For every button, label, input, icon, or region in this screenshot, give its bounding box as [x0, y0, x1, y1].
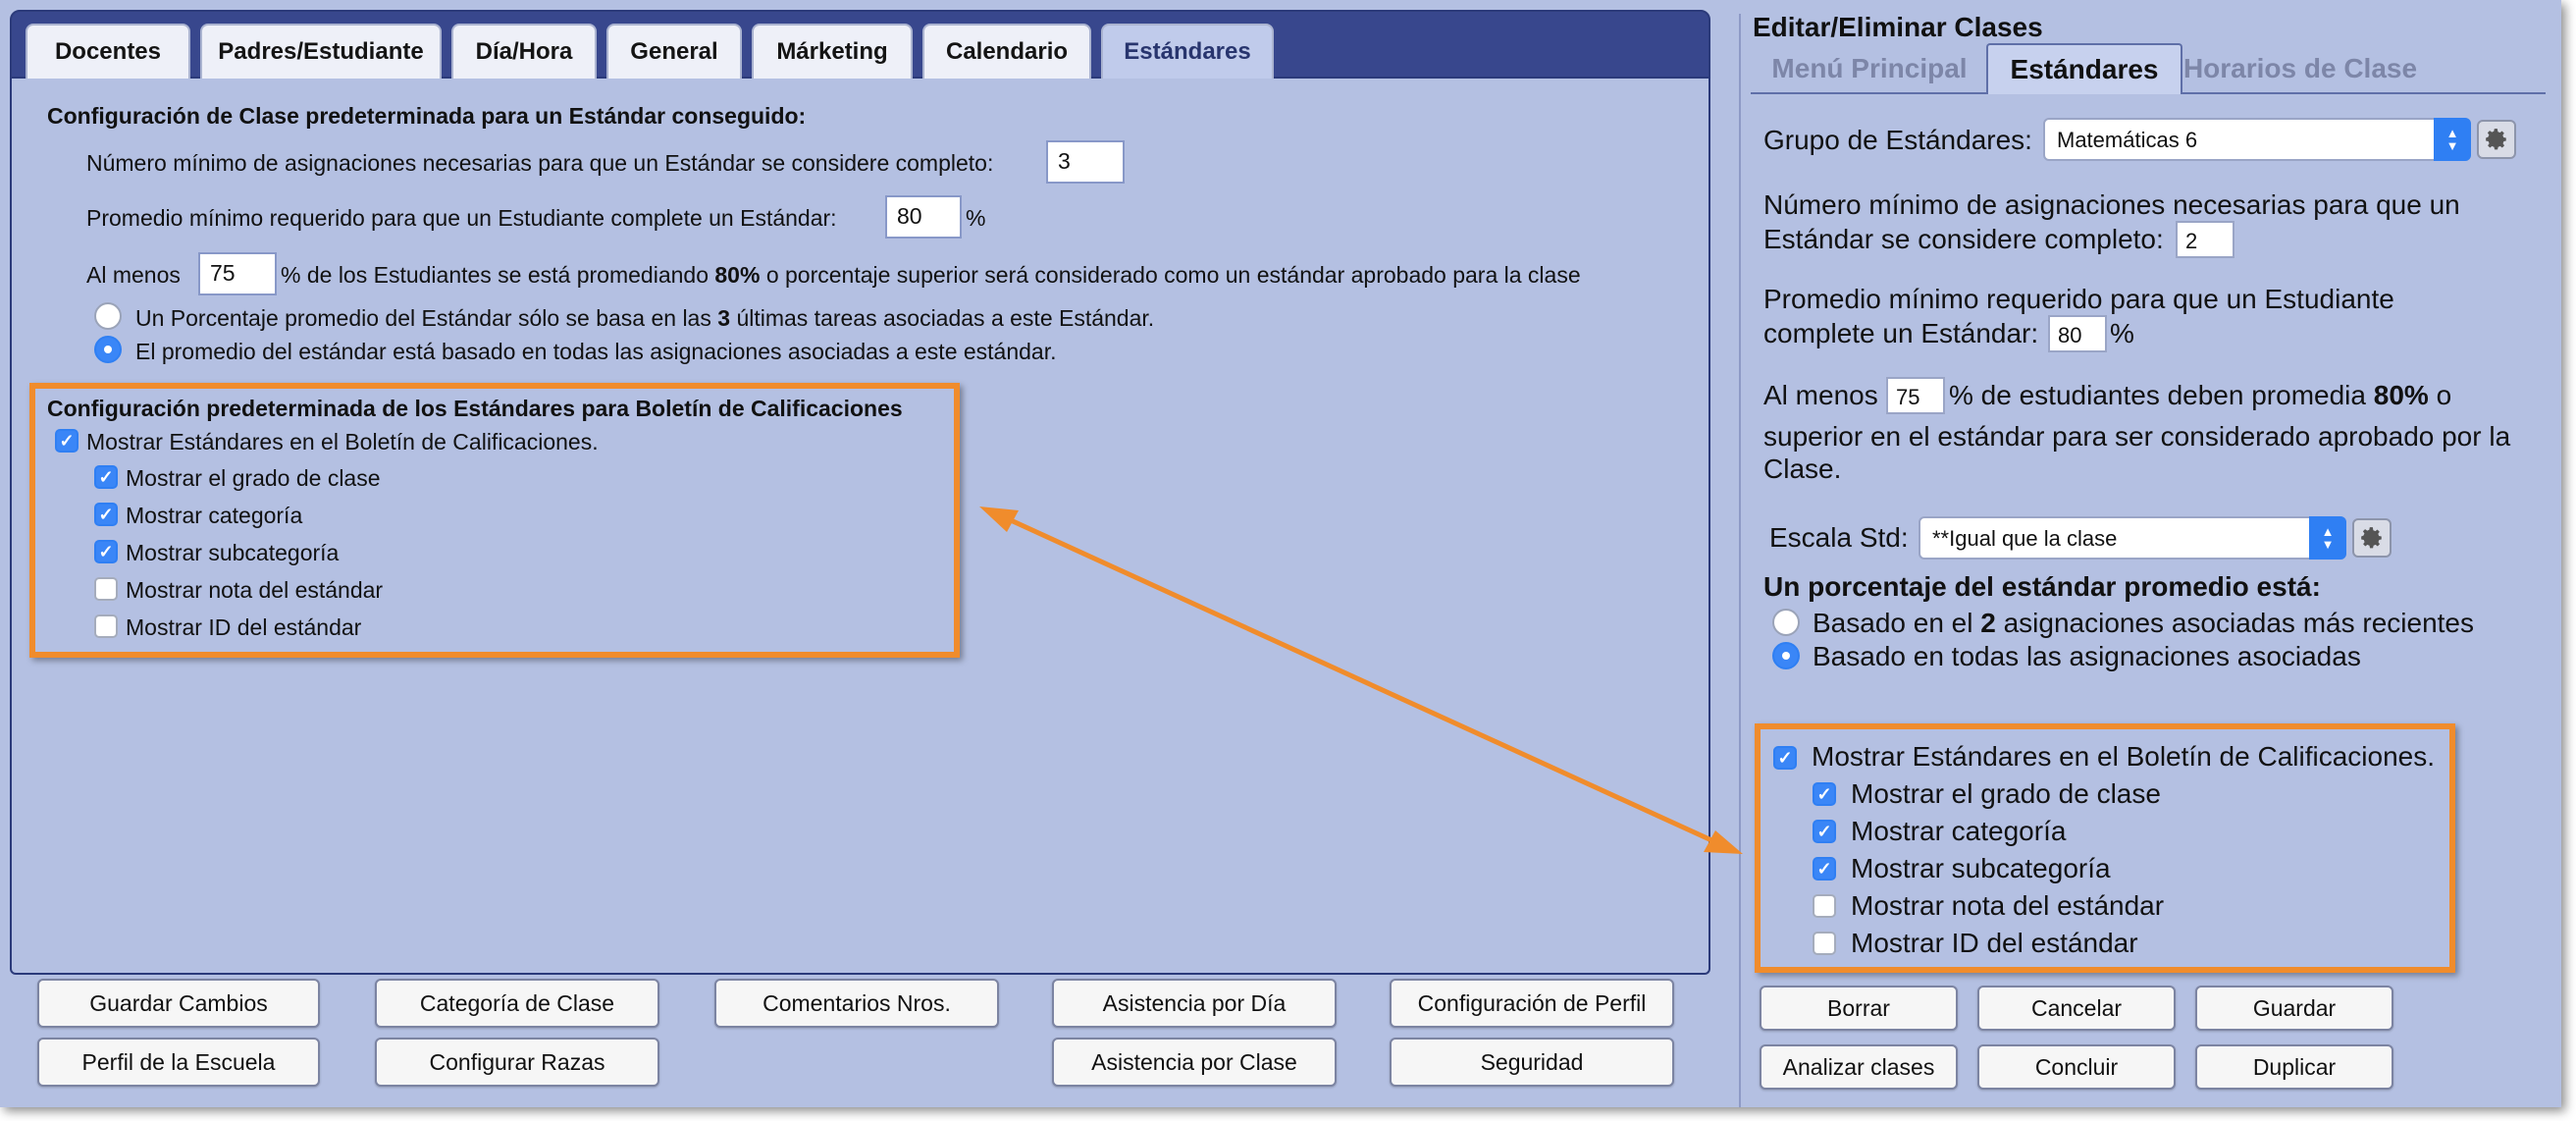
tab-class-schedules[interactable]: Horarios de Clase: [2182, 53, 2418, 83]
show-standards-label: Mostrar Estándares en el Boletín de Calificaciones.: [86, 429, 599, 454]
show-standard-note-label: Mostrar nota del estándar: [126, 577, 384, 603]
school-profile-button[interactable]: Perfil de la Escuela: [37, 1038, 320, 1087]
standards-group-label: Grupo de Estándares:: [1763, 125, 2032, 155]
attendance-by-day-button[interactable]: Asistencia por Día: [1052, 979, 1337, 1028]
tab-bar: [10, 10, 1710, 79]
at-least-suffix-text-2: o porcentaje superior será considerado como un estándar aprobado para la clase: [765, 262, 1581, 288]
show-standards-checkbox-right[interactable]: ✓: [1773, 746, 1797, 770]
radio-recent-right-count: 2: [1980, 608, 1996, 638]
avg-heading: Un porcentaje del estándar promedio está:: [1763, 571, 2321, 602]
at-least-line2: superior en el estándar para ser considerado aprobado por la: [1763, 421, 2511, 452]
show-class-grade-label: Mostrar el grado de clase: [126, 465, 381, 491]
show-class-grade-label-right: Mostrar el grado de clase: [1851, 778, 2161, 809]
radio-recent-right-prefix: Basado en el: [1813, 608, 1973, 638]
duplicate-button[interactable]: Duplicar: [2195, 1044, 2393, 1090]
attendance-by-class-button[interactable]: Asistencia por Clase: [1052, 1038, 1337, 1087]
show-class-grade-checkbox-right[interactable]: ✓: [1813, 782, 1836, 806]
min-avg-input[interactable]: 80: [2048, 315, 2107, 352]
delete-button[interactable]: Borrar: [1760, 986, 1958, 1031]
show-standard-note-checkbox[interactable]: [94, 577, 118, 601]
at-least-line3: Clase.: [1763, 454, 1842, 484]
radio-recent-suffix: últimas tareas asociadas a este Estándar.: [736, 305, 1155, 331]
radio-recent-label: [135, 305, 1154, 332]
gear-icon[interactable]: [2352, 518, 2392, 558]
tab-general[interactable]: General: [606, 24, 742, 79]
show-standard-note-label-right: Mostrar nota del estándar: [1851, 890, 2165, 921]
radio-recent-right-label: [1813, 608, 2474, 639]
tab-calendario[interactable]: Calendario: [922, 24, 1091, 79]
at-least-input[interactable]: 75: [198, 252, 277, 295]
show-standard-id-checkbox[interactable]: [94, 614, 118, 638]
radio-all-assignments[interactable]: [94, 336, 122, 363]
show-subcategory-checkbox[interactable]: ✓: [94, 540, 118, 563]
radio-recent-right-suffix: asignaciones asociadas más recientes: [2003, 608, 2474, 638]
conclude-button[interactable]: Concluir: [1977, 1044, 2176, 1090]
min-assign-input[interactable]: 2: [2176, 221, 2234, 258]
show-standard-id-label: Mostrar ID del estándar: [126, 614, 362, 640]
percent-sign: %: [966, 205, 986, 231]
at-least-label-right: Al menos: [1763, 380, 1878, 410]
min-assignments-input[interactable]: 3: [1046, 140, 1125, 184]
tab-marketing[interactable]: Márketing: [752, 24, 913, 79]
radio-recent-right[interactable]: [1772, 609, 1800, 636]
show-category-label: Mostrar categoría: [126, 503, 303, 528]
tab-estandares[interactable]: Estándares: [1101, 24, 1274, 79]
show-standards-checkbox[interactable]: ✓: [55, 429, 79, 453]
class-config-heading: Configuración de Clase predeterminada para un Estándar conseguido:: [47, 103, 807, 129]
select-arrows-icon: ▲ ▼: [2309, 516, 2346, 560]
radio-all-label: El promedio del estándar está basado en todas las asignaciones asociadas a este estándar.: [135, 339, 1057, 364]
scale-select[interactable]: [1919, 516, 2346, 560]
at-least-input-right[interactable]: 75: [1886, 377, 1945, 414]
show-subcategory-label: Mostrar subcategoría: [126, 540, 340, 565]
show-standard-id-label-right: Mostrar ID del estándar: [1851, 928, 2138, 958]
min-avg-percent: %: [2110, 318, 2134, 348]
cancel-button[interactable]: Cancelar: [1977, 986, 2176, 1031]
scale-label: Escala Std:: [1769, 522, 1909, 553]
show-category-label-right: Mostrar categoría: [1851, 816, 2067, 846]
min-average-input[interactable]: 80: [885, 195, 962, 239]
save-changes-button[interactable]: Guardar Cambios: [37, 979, 320, 1028]
at-least-suffix: [281, 262, 1581, 289]
show-standards-label-right: Mostrar Estándares en el Boletín de Calificaciones.: [1812, 741, 2435, 772]
show-subcategory-label-right: Mostrar subcategoría: [1851, 853, 2111, 883]
tab-main-menu[interactable]: Menú Principal: [1771, 53, 1968, 83]
show-category-checkbox-right[interactable]: ✓: [1813, 820, 1836, 843]
min-assign-label-line2: Estándar se considere completo:: [1763, 224, 2164, 254]
at-least-bold: 80%: [714, 262, 761, 288]
show-subcategory-checkbox-right[interactable]: ✓: [1813, 857, 1836, 881]
gear-icon[interactable]: [2477, 120, 2516, 159]
class-category-button[interactable]: Categoría de Clase: [375, 979, 659, 1028]
min-avg-label-line2: complete un Estándar:: [1763, 318, 2039, 348]
show-class-grade-checkbox[interactable]: ✓: [94, 465, 118, 489]
scale-value: **Igual que la clase: [1932, 526, 2118, 551]
tab-docentes[interactable]: Docentes: [26, 24, 190, 79]
configure-races-button[interactable]: Configurar Razas: [375, 1038, 659, 1087]
radio-all-right[interactable]: [1772, 642, 1800, 669]
standards-group-select[interactable]: [2043, 118, 2471, 161]
radio-recent-prefix: Un Porcentaje promedio del Estándar sólo se basa en las: [135, 305, 711, 331]
save-button[interactable]: Guardar: [2195, 986, 2393, 1031]
tab-padres-estudiante[interactable]: Padres/Estudiante: [200, 24, 442, 79]
show-category-checkbox[interactable]: ✓: [94, 503, 118, 526]
radio-recent-count: 3: [717, 305, 731, 331]
min-assign-label-line1: Número mínimo de asignaciones necesarias para que un: [1763, 189, 2460, 220]
at-least-suffix-right-text-2: o: [2436, 380, 2452, 410]
at-least-label: Al menos: [86, 262, 181, 288]
edit-classes-title: Editar/Eliminar Clases: [1753, 12, 2043, 42]
select-arrows-icon: ▲ ▼: [2434, 118, 2471, 161]
min-avg-label-line1: Promedio mínimo requerido para que un Estudiante: [1763, 284, 2394, 314]
standards-group-value: Matemáticas 6: [2057, 128, 2198, 152]
radio-all-right-label: Basado en todas las asignaciones asociadas: [1813, 641, 2361, 671]
show-standard-note-checkbox-right[interactable]: [1813, 894, 1836, 918]
tab-dia-hora[interactable]: Día/Hora: [451, 24, 597, 79]
at-least-suffix-text: % de los Estudiantes se está promediando: [281, 262, 709, 288]
analyze-classes-button[interactable]: Analizar clases: [1760, 1044, 1958, 1090]
profile-config-button[interactable]: Configuración de Perfil: [1390, 979, 1674, 1028]
report-card-heading: Configuración predeterminada de los Estándares para Boletín de Calificaciones: [47, 396, 903, 421]
at-least-bold-right: 80%: [2373, 380, 2429, 410]
tab-standards[interactable]: Estándares: [1986, 43, 2182, 94]
min-assignments-label: Número mínimo de asignaciones necesarias para que un Estándar se considere completo:: [86, 150, 994, 176]
at-least-suffix-right: [1949, 380, 2451, 411]
comments-button[interactable]: Comentarios Nros.: [714, 979, 999, 1028]
radio-recent-assignments[interactable]: [94, 302, 122, 330]
security-button[interactable]: Seguridad: [1390, 1038, 1674, 1087]
show-standard-id-checkbox-right[interactable]: [1813, 932, 1836, 955]
min-average-label: Promedio mínimo requerido para que un Estudiante complete un Estándar:: [86, 205, 837, 231]
at-least-suffix-right-text: % de estudiantes deben promedia: [1949, 380, 2366, 410]
